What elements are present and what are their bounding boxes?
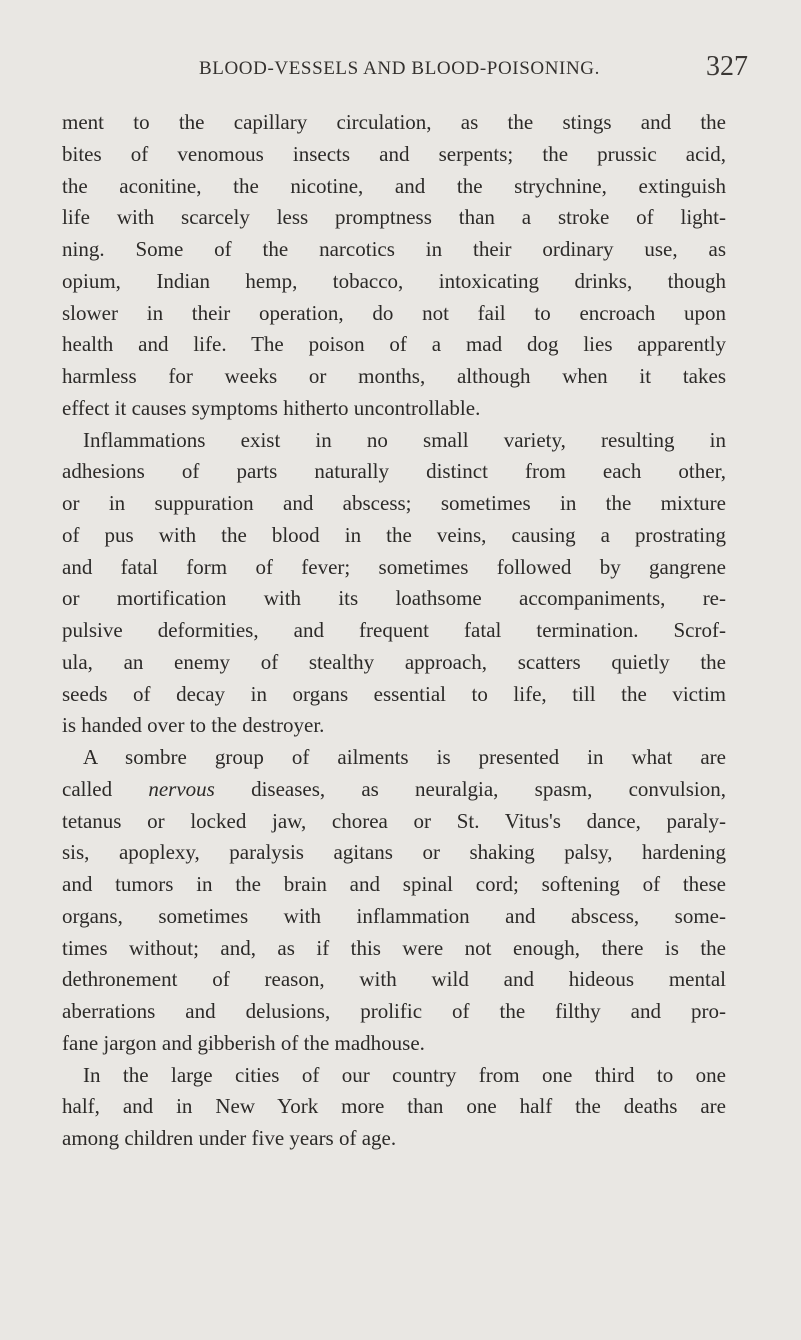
text-line: and fatal form of fever; sometimes followed by gangrene xyxy=(62,554,726,579)
page-number: 327 xyxy=(706,51,748,82)
text-line: of pus with the blood in the veins, causing a prostrating xyxy=(62,522,726,547)
paragraph-start-line: In the large cities of our country from one third to one xyxy=(83,1062,726,1087)
text-line: and tumors in the brain and spinal cord; softening of these xyxy=(62,872,726,896)
text-line: is handed over to the destroyer. xyxy=(62,713,325,738)
text-line: times without; and, as if this were not enough, there is the xyxy=(62,935,726,960)
page-header xyxy=(0,51,801,90)
text-line: ning. Some of the narcotics in their ordinary use, as xyxy=(62,237,726,261)
text-line: sis, apoplexy, paralysis agitans or shaking palsy, hardening xyxy=(62,840,726,865)
text-line: or in suppuration and abscess; sometimes in the mixture xyxy=(62,491,726,515)
text-line: bites of venomous insects and serpents; the prussic acid, xyxy=(62,141,726,166)
text-line: tetanus or locked jaw, chorea or St. Vitus's dance, paraly- xyxy=(62,808,726,833)
text-line: harmless for weeks or months, although when it takes xyxy=(62,364,726,388)
text-line: or mortification with its loathsome accompaniments, re- xyxy=(62,586,726,611)
text-line: adhesions of parts naturally distinct from each other, xyxy=(62,459,726,484)
text-line: seeds of decay in organs essential to life, till the victim xyxy=(62,681,726,706)
text-fragment: diseases, as neuralgia, spasm, convulsion, xyxy=(251,776,727,801)
text-line: among children under five years of age. xyxy=(62,1126,397,1150)
running-head: BLOOD-VESSELS AND BLOOD-POISONING. xyxy=(199,58,600,79)
text-fragment: called xyxy=(62,776,113,801)
text-line: slower in their operation, do not fail to encroach upon xyxy=(62,300,726,325)
emphasized-word: nervous xyxy=(148,776,215,801)
text-line: ula, an enemy of stealthy approach, scatters quietly the xyxy=(62,649,726,674)
paragraph-start-line: Inflammations exist in no small variety, resulting in xyxy=(83,427,726,452)
text-line: fane jargon and gibberish of the madhouse. xyxy=(62,1030,425,1055)
text-line: ment to the capillary circulation, as the stings and the xyxy=(62,110,726,134)
text-line: aberrations and delusions, prolific of the filthy and pro- xyxy=(62,999,726,1023)
text-line: effect it causes symptoms hitherto uncontrollable. xyxy=(62,395,481,420)
text-line: dethronement of reason, with wild and hideous mental xyxy=(62,967,726,992)
text-line: opium, Indian hemp, tobacco, intoxicating drinks, though xyxy=(62,268,726,293)
text-line: the aconitine, the nicotine, and the strychnine, extinguish xyxy=(62,173,726,198)
text-line: life with scarcely less promptness than a stroke of light- xyxy=(62,205,726,230)
text-line: half, and in New York more than one half the deaths are xyxy=(62,1094,726,1119)
text-line: health and life. The poison of a mad dog lies apparently xyxy=(62,332,726,357)
paragraph-start-line: A sombre group of ailments is presented in what are xyxy=(83,745,726,769)
text-line-with-emphasis xyxy=(62,774,726,806)
body-text xyxy=(62,107,726,1155)
text-line: organs, sometimes with inflammation and abscess, some- xyxy=(62,903,726,928)
text-line: pulsive deformities, and frequent fatal termination. Scrof- xyxy=(62,618,726,642)
